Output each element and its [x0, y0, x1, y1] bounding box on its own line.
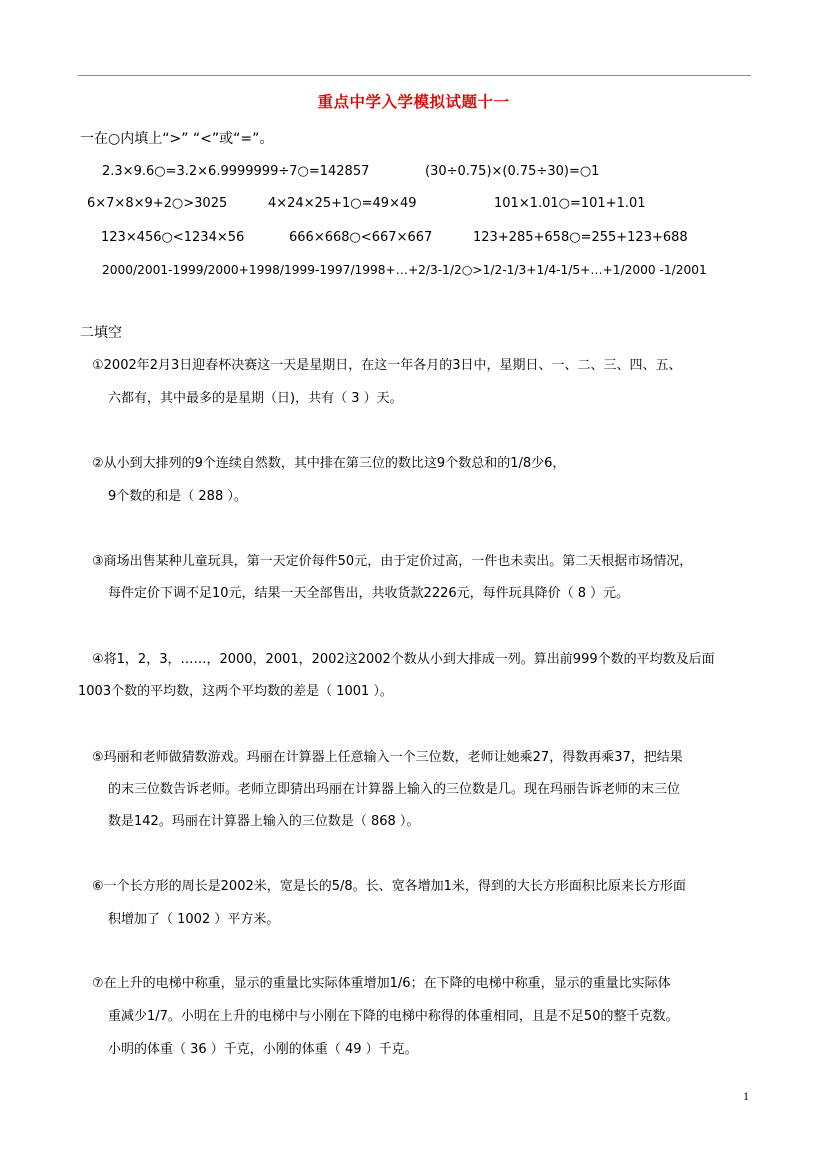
comparison-item: 123+285+658○=255+123+688	[473, 230, 688, 245]
question-2-line: ②从小到大排列的9个连续自然数，其中排在第三位的数比这9个数总和的1/8少6，	[92, 456, 566, 471]
comparison-item: 666×668○<667×667	[289, 230, 433, 245]
question-6-line: ⑥一个长方形的周长是2002米，宽是长的5/8。长、宽各增加1米，得到的大长方形面积比原来长方形面	[92, 879, 686, 894]
comparison-item: 2.3×9.6○=3.2×6.9999999÷7○=142857	[102, 164, 370, 179]
comparison-item: 101×1.01○=101+1.01	[494, 196, 646, 211]
question-2-line: 9个数的和是（ 288 ）。	[108, 489, 247, 504]
page-number: 1	[743, 1089, 749, 1103]
question-1-line: 六都有，其中最多的是星期（日)，共有（ 3 ）天。	[108, 391, 403, 406]
question-6-line: 积增加了（ 1002 ）平方米。	[108, 912, 280, 927]
comparison-item: 4×24×25+1○=49×49	[268, 196, 417, 211]
question-7-line: ⑦在上升的电梯中称重，显示的重量比实际体重增加1/6；在下降的电梯中称重，显示的重量比实际体	[92, 976, 671, 991]
question-3-line: ③商场出售某种儿童玩具，第一天定价每件50元，由于定价过高，一件也未卖出。第二天根据市场情况，	[92, 554, 693, 569]
question-5-line: ⑤玛丽和老师做猜数游戏。玛丽在计算器上任意输入一个三位数，老师让她乘27，得数再乘37，把结果	[92, 750, 683, 765]
question-5-line: 的末三位数告诉老师。老师立即猜出玛丽在计算器上输入的三位数是几。现在玛丽告诉老师的末三位	[108, 782, 681, 797]
question-5-line: 数是142。玛丽在计算器上输入的三位数是（ 868 ）。	[108, 814, 420, 829]
section1-heading: 一在○内填上“>” “<”或“=”。	[80, 131, 274, 147]
question-1-line: ①2002年2月3日迎春杯决赛这一天是星期日，在这一年各月的3日中，星期日、一、二、三、四、五、	[92, 358, 682, 373]
comparison-item: 6×7×8×9+2○>3025	[87, 196, 228, 211]
comparison-item: 2000/2001-1999/2000+1998/1999-1997/1998+…+2/3-1/2○>1/2-1/3+1/4-1/5+…+1/2000 -1/2001	[102, 263, 707, 277]
question-4-line: 1003个数的平均数，这两个平均数的差是（ 1001 ）。	[78, 684, 393, 699]
header-rule	[78, 75, 751, 76]
question-3-line: 每件定价下调不足10元，结果一天全部售出，共收货款2226元，每件玩具降价（ 8 ）元。	[108, 586, 630, 601]
comparison-item: 123×456○<1234×56	[101, 230, 245, 245]
question-7-line: 重减少1/7。小明在上升的电梯中与小刚在下降的电梯中称得的体重相同，且是不足50的整千克数。	[108, 1009, 679, 1024]
question-4-line: ④将1，2，3，……，2000，2001，2002这2002个数从小到大排成一列。算出前999个数的平均数及后面	[92, 652, 715, 667]
page-title: 重点中学入学模拟试题十一	[317, 93, 510, 111]
question-7-line: 小明的体重（ 36 ）千克，小刚的体重（ 49 ）千克。	[108, 1042, 418, 1057]
comparison-item: (30÷0.75)×(0.75÷30)=○1	[425, 164, 600, 179]
section2-heading: 二填空	[80, 325, 122, 341]
